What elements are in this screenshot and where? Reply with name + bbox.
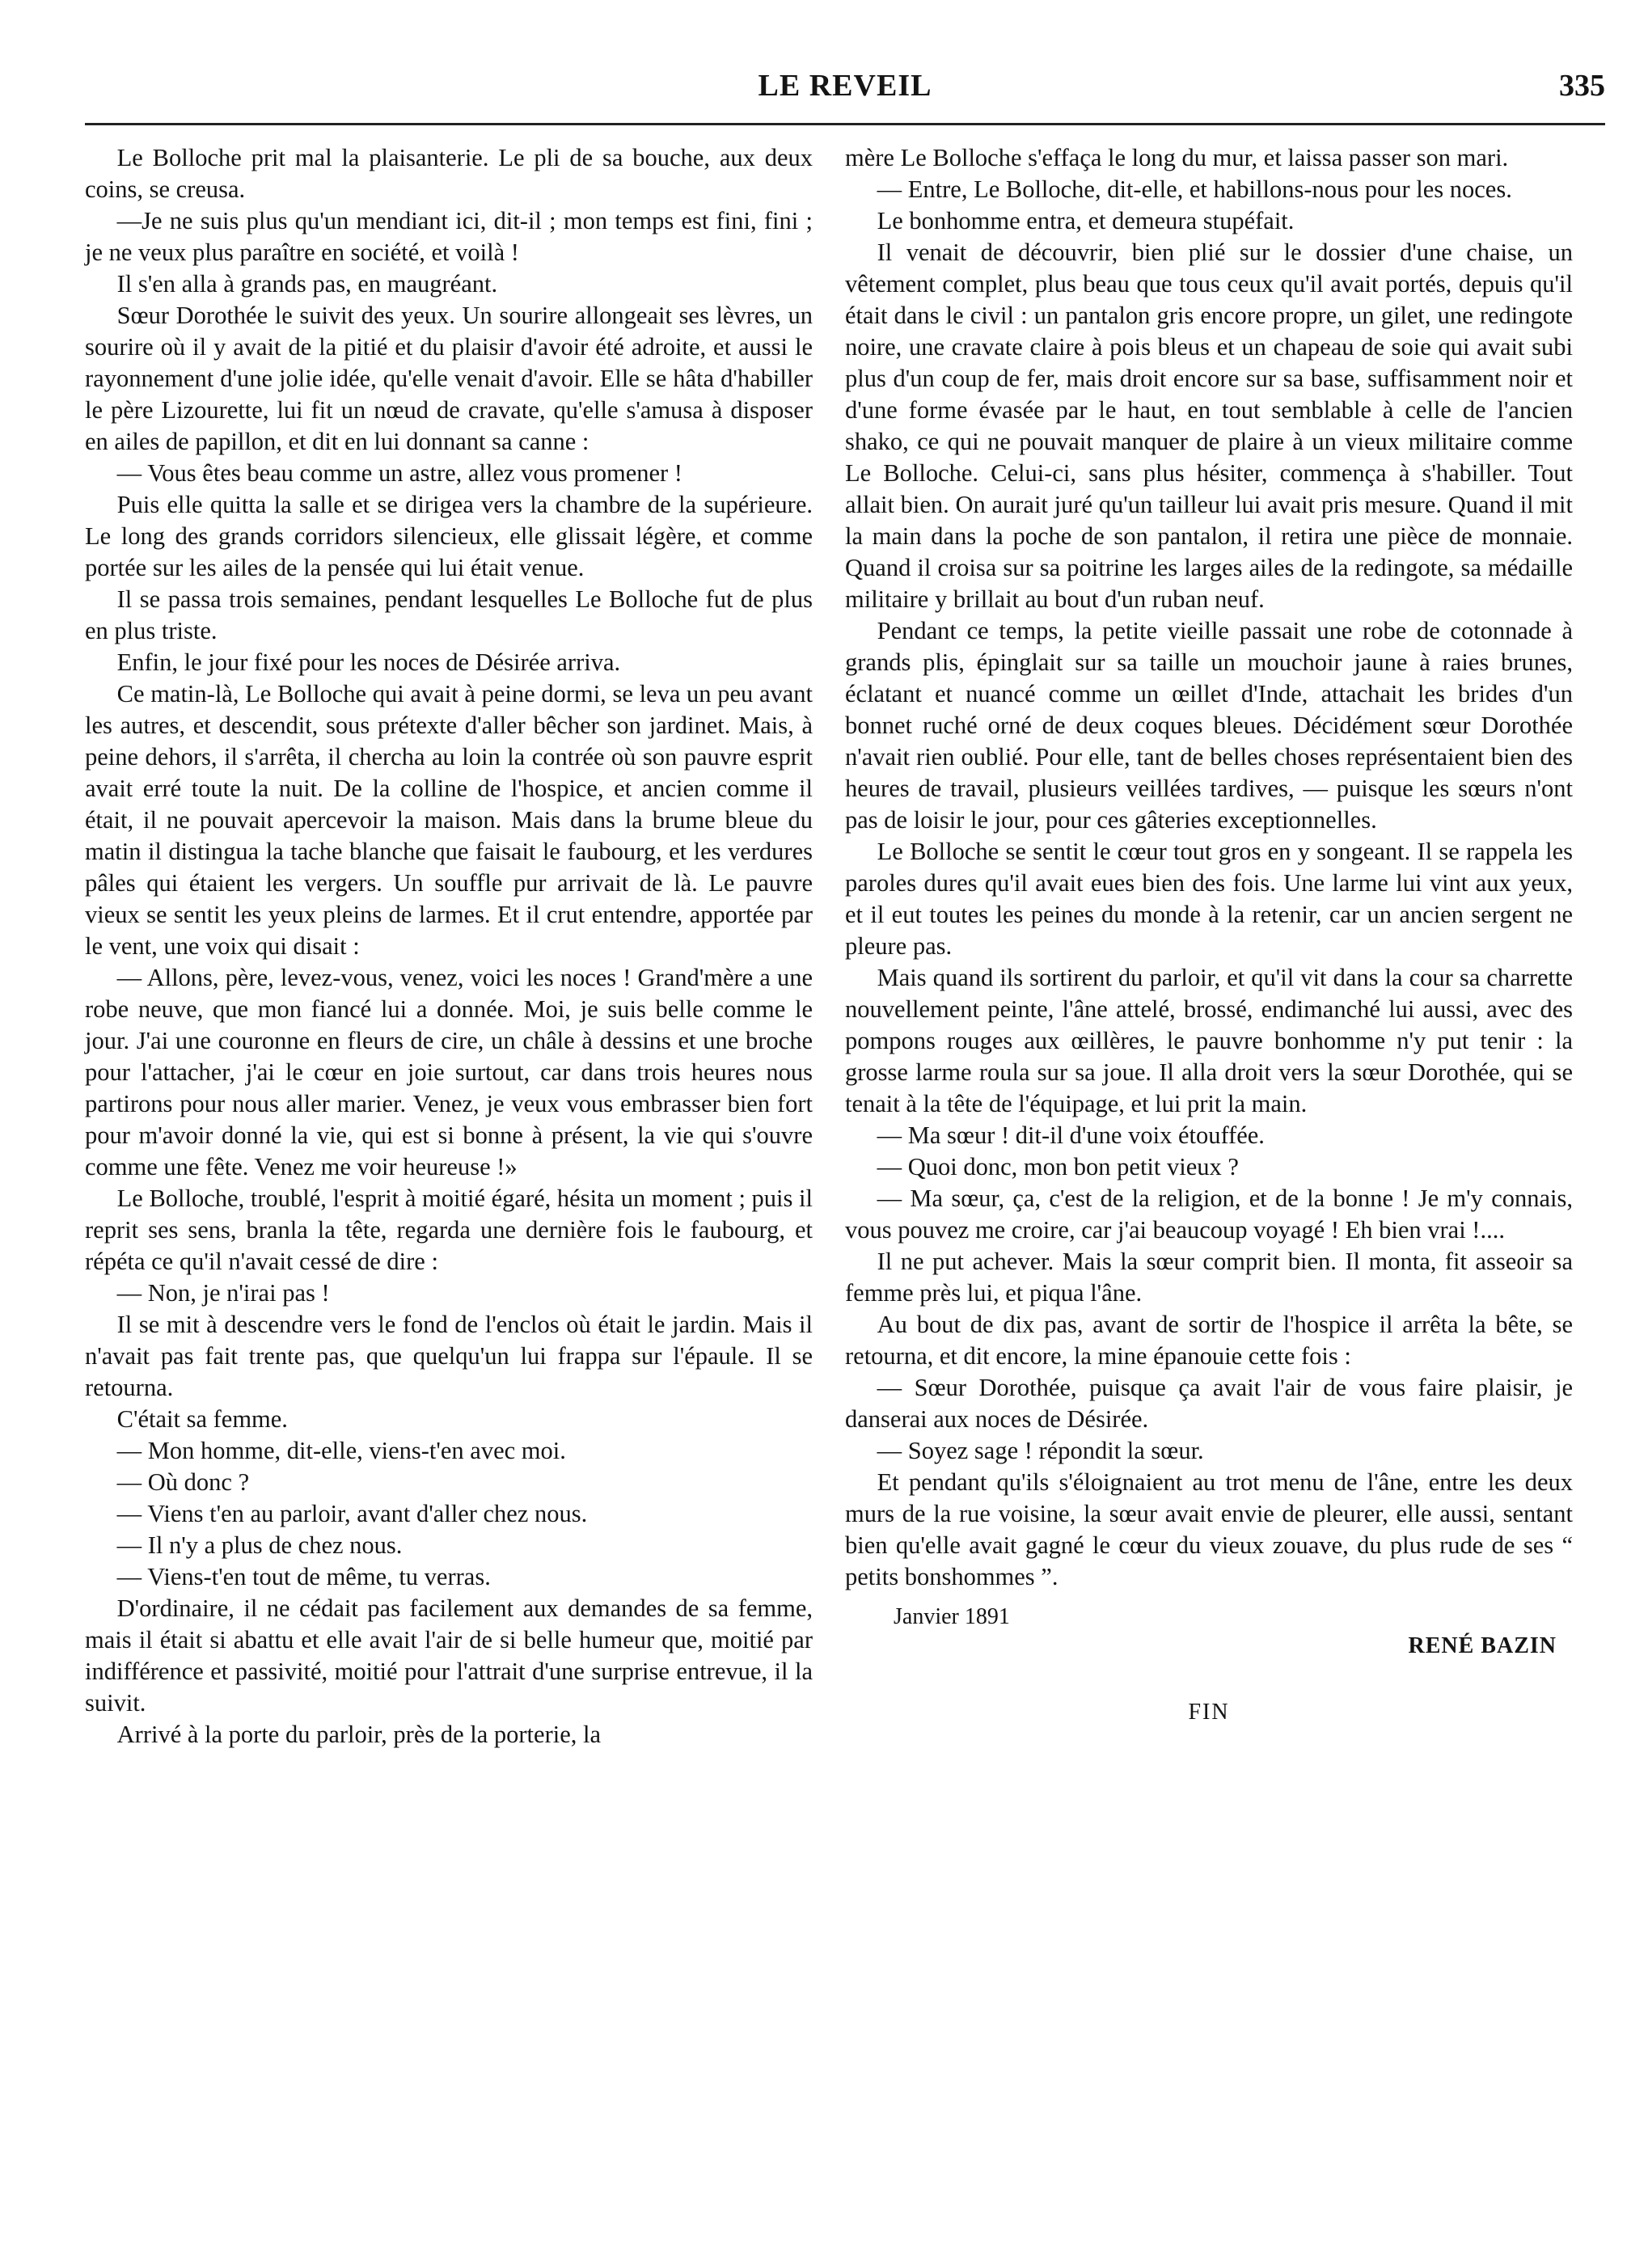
paragraph: — Sœur Dorothée, puisque ça avait l'air de vous faire plaisir, je danserai aux noces de Désirée. bbox=[845, 1374, 1573, 1433]
paragraph: Mais quand ils sortirent du parloir, et qu'il vit dans la cour sa charrette nouvellement peinte, l'âne attelé, brossé, endimanché lui aussi, avec des pompons rouges aux œillères, le pauvre bonhomme n'y put tenir : la grosse larme roula sur sa joue. Il alla droit vers la sœur Dorothée, qui se tenait à la tête de l'équipage, et lui prit la main. bbox=[845, 964, 1573, 1117]
paragraph: Le Bolloche, troublé, l'esprit à moitié égaré, hésita un moment ; puis il reprit ses sens, branla la tête, regarda une dernière fois le faubourg, et répéta ce qu'il n'avait cessé de dire : bbox=[85, 1185, 813, 1275]
right-column bbox=[845, 142, 1573, 1728]
paragraph: Ce matin-là, Le Bolloche qui avait à peine dormi, se leva un peu avant les autres, et descendit, sous prétexte d'aller bêcher son jardinet. Mais, à peine dehors, il s'arrêta, il chercha au loin la contrée où son pauvre esprit avait erré toute la nuit. De la colline de l'hospice, et ancien comme il était, il ne pouvait apercevoir la maison. Mais dans la brume bleue du matin il distingua la tache blanche que faisait le faubourg, et les verdures pâles qui étaient les vergers. Un souffle pur arrivait de là. Le pauvre vieux se sentit les yeux pleins de larmes. Et il crut entendre, apportée par le vent, une voix qui disait : bbox=[85, 680, 813, 960]
paragraph: — Non, je n'irai pas ! bbox=[116, 1279, 330, 1307]
paragraph: — Ma sœur, ça, c'est de la religion, et de la bonne ! Je m'y connais, vous pouvez me croire, car j'ai beaucoup voyagé ! Eh bien vrai !.... bbox=[845, 1185, 1573, 1244]
paragraph: — Viens t'en au parloir, avant d'aller chez nous. bbox=[116, 1500, 588, 1527]
end-mark: FIN bbox=[1188, 1700, 1230, 1725]
paragraph: — Vous êtes beau comme un astre, allez vous promener ! bbox=[116, 459, 682, 487]
paragraph: C'était sa femme. bbox=[116, 1405, 288, 1433]
paragraph: — Entre, Le Bolloche, dit-elle, et habillons-nous pour les noces. bbox=[877, 175, 1512, 203]
paragraph: Et pendant qu'ils s'éloignaient au trot menu de l'âne, entre les deux murs de la rue voisine, la sœur avait envie de pleurer, elle aussi, sentant bien qu'elle avait gagné le cœur du vieux zouave, du plus rude de ses “ petits bonshommes ”. bbox=[845, 1468, 1573, 1590]
paragraph: Arrivé à la porte du parloir, près de la porterie, la bbox=[116, 1721, 601, 1748]
paragraph: Au bout de dix pas, avant de sortir de l'hospice il arrêta la bête, se retourna, et dit encore, la mine épanouie cette fois : bbox=[845, 1311, 1573, 1370]
paragraph: — Allons, père, levez-vous, venez, voici les noces ! Grand'mère a une robe neuve, que mon fiancé lui a donnée. Moi, je suis belle comme le jour. J'ai une couronne en fleurs de cire, un châle à dessins et une broche pour l'attacher, j'ai le cœur en joie surtout, car dans trois heures nous partirons pour nous aller marier. Venez, je veux vous embrasser bien fort pour m'avoir donné la vie, qui est si bonne à présent, la vie qui s'ouvre comme une fête. Venez me voir heureuse !» bbox=[85, 964, 813, 1180]
signature-block bbox=[845, 1598, 1573, 1658]
paragraph: Il se mit à descendre vers le fond de l'enclos où était le jardin. Mais il n'avait pas fait trente pas, que quelqu'un lui frappa sur l'épaule. Il se retourna. bbox=[85, 1311, 813, 1401]
page-number: 335 bbox=[1559, 69, 1605, 103]
paragraph: Le Bolloche prit mal la plaisanterie. Le pli de sa bouche, aux deux coins, se creusa. bbox=[85, 144, 813, 203]
paragraph: — Mon homme, dit-elle, viens-t'en avec moi. bbox=[116, 1437, 566, 1464]
left-column bbox=[85, 142, 813, 1751]
paragraph: — Viens-t'en tout de même, tu verras. bbox=[116, 1563, 491, 1590]
page-header bbox=[85, 65, 1605, 121]
page-title: LE REVEIL bbox=[758, 69, 932, 103]
paragraph: Sœur Dorothée le suivit des yeux. Un sourire allongeait ses lèvres, un sourire où il y avait de la pitié et du plaisir d'avoir été adroite, et aussi le rayonnement d'une jolie idée, qu'elle venait d'avoir. Elle se hâta d'habiller le père Lizourette, lui fit un nœud de cravate, qu'elle s'amusa à disposer en ailes de papillon, et dit en lui donnant sa canne : bbox=[85, 302, 813, 455]
paragraph: Le Bolloche se sentit le cœur tout gros en y songeant. Il se rappela les paroles dures qu'il avait eues bien des fois. Une larme lui vint aux yeux, et il eut toutes les peines du monde à la retenir, car un ancien sergent ne pleure pas. bbox=[845, 838, 1573, 960]
paragraph: Puis elle quitta la salle et se dirigea vers la chambre de la supérieure. Le long des grands corridors silencieux, elle glissait légère, et comme portée sur les ailes de la pensée qui lui était venue. bbox=[85, 491, 813, 581]
paragraph: —Je ne suis plus qu'un mendiant ici, dit-il ; mon temps est fini, fini ; je ne veux plus paraître en société, et voilà ! bbox=[85, 207, 813, 266]
paragraph: Le bonhomme entra, et demeura stupéfait. bbox=[877, 207, 1295, 234]
dateline: Janvier 1891 bbox=[894, 1604, 1010, 1629]
author-signature: RENÉ BAZIN bbox=[1408, 1633, 1557, 1658]
paragraph: Enfin, le jour fixé pour les noces de Désirée arriva. bbox=[116, 648, 621, 676]
header-rule bbox=[85, 123, 1605, 125]
paragraph: — Ma sœur ! dit-il d'une voix étouffée. bbox=[877, 1121, 1265, 1149]
paragraph: Pendant ce temps, la petite vieille passait une robe de cotonnade à grands plis, épinglait sur sa taille un mouchoir jaune à raies brunes, éclatant et nuancé comme un œillet d'Inde, attachait les brides d'un bonnet ruché orné de deux coques bleues. Décidément sœur Dorothée n'avait rien oublié. Pour elle, tant de belles choses représentaient bien des heures de travail, plusieurs veillées tardives, — puisque les sœurs n'ont pas de loisir le jour, pour ces gâteries exceptionnelles. bbox=[845, 617, 1573, 834]
paragraph: Il venait de découvrir, bien plié sur le dossier d'une chaise, un vêtement complet, plus beau que tous ceux qu'il avait portés, depuis qu'il était dans le civil : un pantalon gris encore propre, un gilet, une redingote noire, une cravate claire à pois bleus et un chapeau de soie qui avait subi plus d'un coup de fer, mais droit encore sur sa base, suffisamment noir et d'une forme évasée par le haut, en tout semblable à celle de l'ancien shako, ce qui ne pouvait manquer de plaire à un vieux militaire comme Le Bolloche. Celui-ci, sans plus hésiter, commença à s'habiller. Tout allait bien. On aurait juré qu'un tailleur lui avait pris mesure. Quand il mit la main dans la poche de son pantalon, il retira une pièce de monnaie. Quand il croisa sur sa poitrine les larges ailes de la redingote, sa médaille militaire y brillait au bout d'un ruban neuf. bbox=[845, 239, 1573, 613]
right-column-paragraphs bbox=[845, 174, 1573, 1593]
paragraph: Il se passa trois semaines, pendant lesquelles Le Bolloche fut de plus en plus triste. bbox=[85, 585, 813, 644]
paragraph-continued: mère Le Bolloche s'effaça le long du mur, et laissa passer son mari. bbox=[845, 144, 1509, 171]
paragraph: — Soyez sage ! répondit la sœur. bbox=[877, 1437, 1204, 1464]
paragraph: Il ne put achever. Mais la sœur comprit bien. Il monta, fit asseoir sa femme près lui, et piqua l'âne. bbox=[845, 1248, 1573, 1307]
paragraph: — Quoi donc, mon bon petit vieux ? bbox=[877, 1153, 1239, 1180]
paragraph: — Il n'y a plus de chez nous. bbox=[116, 1531, 403, 1559]
paragraph: Il s'en alla à grands pas, en maugréant. bbox=[116, 270, 498, 298]
paragraph: — Où donc ? bbox=[116, 1468, 250, 1496]
paragraph: D'ordinaire, il ne cédait pas facilement aux demandes de sa femme, mais il était si abattu et elle avait l'air de si belle humeur que, moitié par indifférence et passivité, moitié pour l'attrait d'une surprise entrevue, il la suivit. bbox=[85, 1594, 813, 1717]
